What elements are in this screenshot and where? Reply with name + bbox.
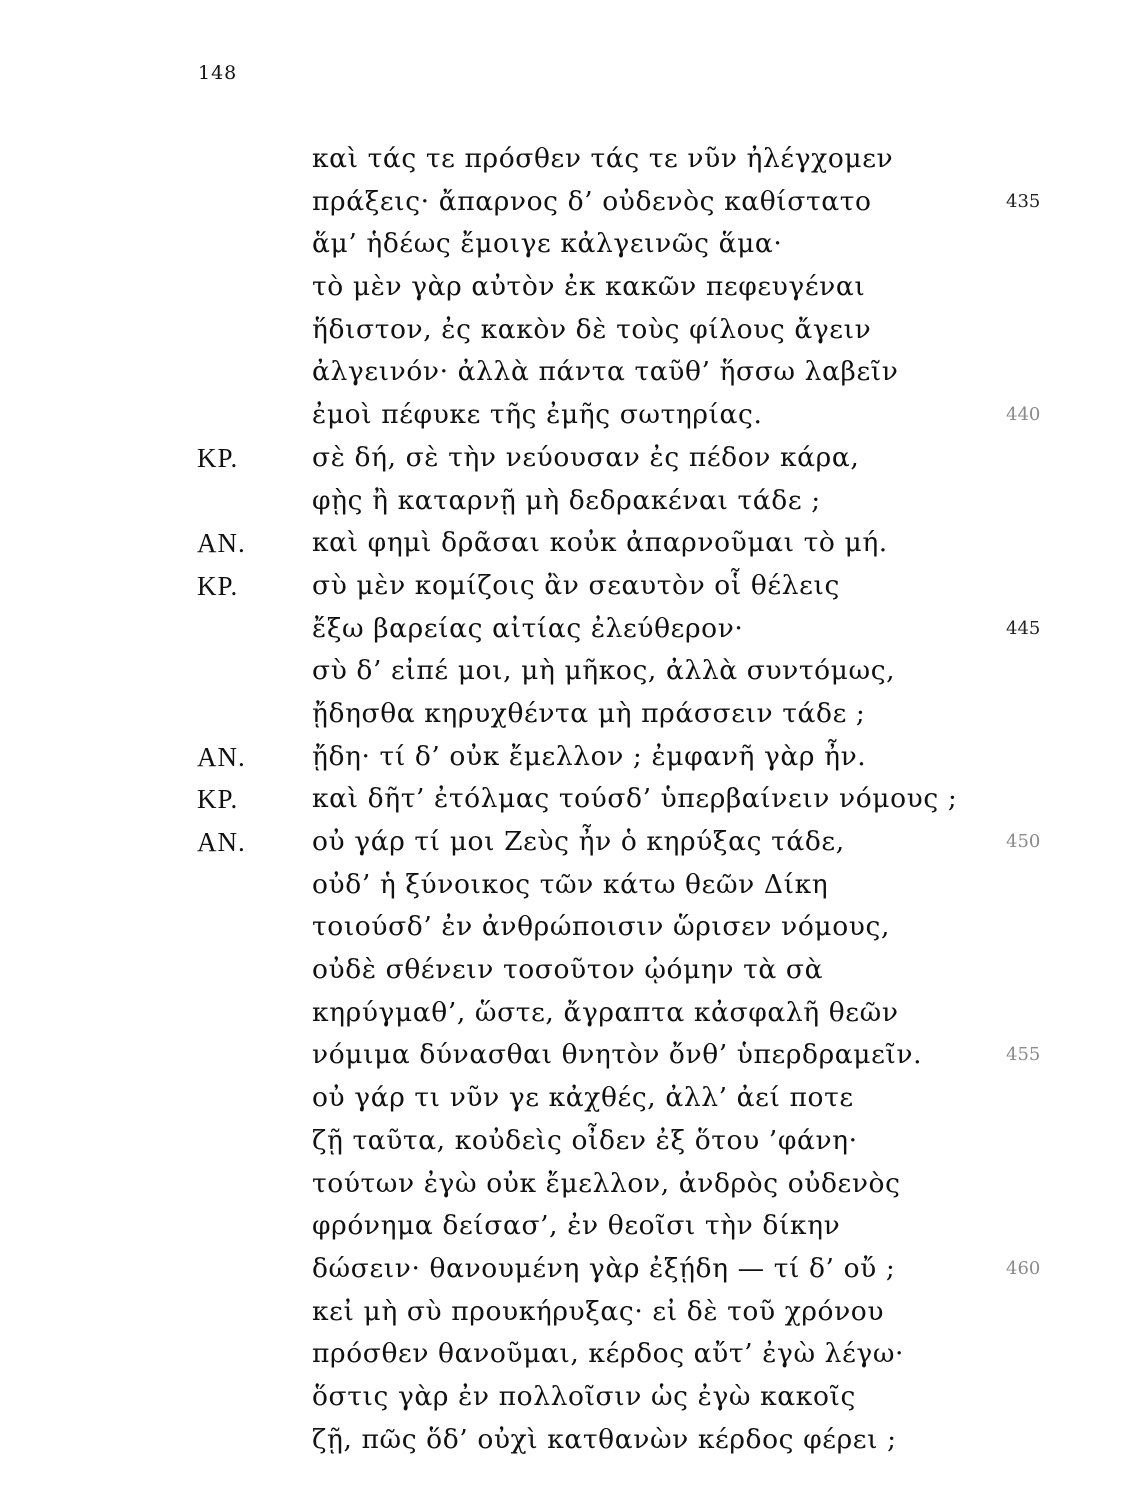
verse-text: ὅστις γὰρ ἐν πολλοῖσιν ὡς ἐγὼ κακοῖς (312, 1380, 856, 1412)
verse-text: ᾔδη· τί δ’ οὐκ ἔμελλον ; ἐμφανῆ γὰρ ἦν. (312, 740, 867, 772)
verse-text: ἐμοὶ πέφυκε τῆς ἐμῆς σωτηρίας. (312, 399, 763, 431)
verse-text: σὺ μὲν κομίζοις ἂν σεαυτὸν οἷ θέλεις (312, 569, 840, 601)
verse-text: πράξεις· ἄπαρνος δ’ οὐδενὸς καθίστατο (312, 185, 872, 217)
verse-text: καὶ δῆτ’ ἐτόλμας τούσδ’ ὑπερβαίνειν νόμους ; (312, 783, 958, 815)
verse-text: οὐ γάρ τι νῦν γε κἀχθές, ἀλλ’ ἀεί ποτε (312, 1082, 854, 1114)
verse-line (0, 266, 1131, 309)
verse-line (0, 1248, 1131, 1291)
verse-text: δώσειν· θανουμένη γὰρ ἐξῄδη — τί δ’ οὔ ; (312, 1252, 896, 1284)
verse-text: σὲ δή, σὲ τὴν νεύουσαν ἐς πέδον κάρα, (312, 441, 860, 473)
verse-line (0, 480, 1131, 523)
verse-text: ἅμ’ ἡδέως ἔμοιγε κἀλγεινῶς ἅμα· (312, 228, 783, 260)
verse-text: ἀλγεινόν· ἀλλὰ πάντα ταῦθ’ ἥσσω λαβεῖν (312, 356, 899, 388)
verse-line (0, 223, 1131, 266)
verse-line (0, 992, 1131, 1035)
verse-text: φρόνημα δείσασ’, ἐν θεοῖσι τὴν δίκην (312, 1210, 841, 1242)
verse-text: κεἰ μὴ σὺ προυκήρυξας· εἰ δὲ τοῦ χρόνου (312, 1295, 885, 1327)
verse-text: καὶ φημὶ δρᾶσαι κοὐκ ἀπαρνοῦμαι τὸ μή. (312, 527, 888, 559)
verse-text: ἥδιστον, ἐς κακὸν δὲ τοὺς φίλους ἄγειν (312, 313, 872, 345)
verse-text: οὐδὲ σθένειν τοσοῦτον ᾠόμην τὰ σὰ (312, 954, 824, 986)
verse-text: οὐ γάρ τί μοι Ζεὺς ἦν ὁ κηρύξας τάδε, (312, 826, 845, 857)
verse-text: πρόσθεν θανοῦμαι, κέρδος αὔτ’ ἐγὼ λέγω· (312, 1338, 905, 1370)
verse-line (0, 394, 1131, 437)
verse-line (0, 608, 1131, 651)
verse-line (0, 1034, 1131, 1077)
line-number: 445 (1006, 617, 1041, 639)
speaker-label: ΚΡ. (197, 442, 239, 473)
speaker-label: ΚΡ. (197, 570, 239, 601)
verse-line (0, 693, 1131, 736)
verse-line (0, 1419, 1131, 1462)
verse-line (0, 437, 1131, 480)
line-number: 440 (1006, 404, 1041, 426)
line-number: 455 (1006, 1044, 1041, 1066)
verse-text: οὐδ’ ἡ ξύνοικος τῶν κάτω θεῶν Δίκη (312, 868, 829, 900)
page-number: 148 (198, 62, 238, 84)
verse-line (0, 778, 1131, 821)
verse-line (0, 522, 1131, 565)
verse-line (0, 1291, 1131, 1334)
verse-line (0, 949, 1131, 992)
verse-text: σὺ δ’ εἰπέ μοι, μὴ μῆκος, ἀλλὰ συντόμως, (312, 655, 896, 687)
verse-text: καὶ τάς τε πρόσθεν τάς τε νῦν ἠλέγχομεν (312, 143, 894, 174)
verse-text: τὸ μὲν γὰρ αὐτὸν ἐκ κακῶν πεφευγέναι (312, 271, 866, 303)
verse-line (0, 565, 1131, 608)
verse-line (0, 309, 1131, 352)
verse-text: ᾔδησθα κηρυχθέντα μὴ πράσσειν τάδε ; (312, 697, 866, 729)
speaker-label: ΑΝ. (197, 741, 246, 772)
verse-line (0, 1077, 1131, 1120)
verse-line (0, 351, 1131, 394)
verse-line (0, 1120, 1131, 1163)
line-number: 460 (1006, 1257, 1041, 1279)
verse-line (0, 1333, 1131, 1376)
verse-line (0, 821, 1131, 864)
line-number: 435 (1006, 190, 1041, 212)
verse-line (0, 181, 1131, 224)
line-number: 450 (1006, 831, 1041, 852)
verse-text: νόμιμα δύνασθαι θνητὸν ὄνθ’ ὑπερδραμεῖν. (312, 1039, 923, 1071)
verse-line (0, 1376, 1131, 1419)
verse-line (0, 864, 1131, 907)
verse-block (0, 138, 1131, 1461)
speaker-label: ΑΝ. (197, 528, 246, 559)
verse-text: ἔξω βαρείας αἰτίας ἐλεύθερον· (312, 612, 744, 644)
verse-text: ζῇ, πῶς ὅδ’ οὐχὶ κατθανὼν κέρδος φέρει ; (312, 1423, 897, 1455)
verse-line (0, 138, 1131, 181)
verse-text: τοιούσδ’ ἐν ἀνθρώποισιν ὥρισεν νόμους, (312, 911, 890, 943)
speaker-label: ΚΡ. (197, 784, 239, 815)
verse-line (0, 650, 1131, 693)
verse-text: τούτων ἐγὼ οὐκ ἔμελλον, ἀνδρὸς οὐδενὸς (312, 1167, 901, 1199)
verse-text: κηρύγμαθ’, ὥστε, ἄγραπτα κἀσφαλῆ θεῶν (312, 996, 899, 1028)
verse-text: ζῇ ταῦτα, κοὐδεὶς οἶδεν ἐξ ὅτου ’φάνη· (312, 1124, 858, 1156)
verse-line (0, 906, 1131, 949)
speaker-label: ΑΝ. (197, 827, 246, 857)
verse-text: φῂς ἢ καταρνῇ μὴ δεδρακέναι τάδε ; (312, 484, 821, 516)
verse-line (0, 1205, 1131, 1248)
verse-line (0, 736, 1131, 779)
verse-line (0, 1163, 1131, 1206)
